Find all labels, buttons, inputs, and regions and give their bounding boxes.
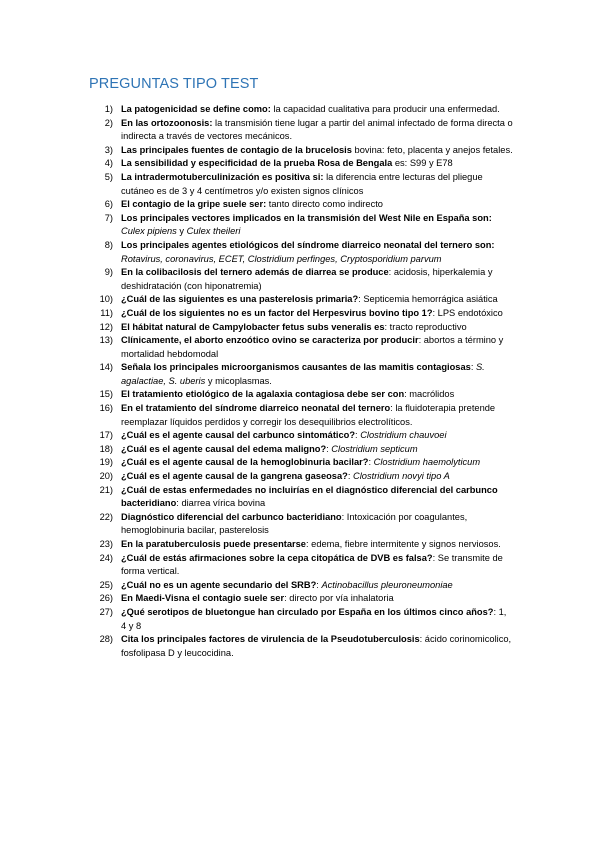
question-text: Cita los principales factores de virulencia de la Pseudotuberculosis [121,634,420,645]
question-item [93,552,513,579]
answer-text: la capacidad cualitativa para producir una enfermedad. [270,104,500,114]
page-title: PREGUNTAS TIPO TEST [89,76,259,92]
answer-text: : [355,430,361,441]
question-item [93,470,513,484]
answer-text: : [368,457,374,468]
question-number: 1) [104,104,113,114]
question-item [93,293,513,307]
question-number: 18) [99,443,113,454]
question-text: ¿Cuál es el agente causal de la hemoglobinuria bacilar? [121,457,369,468]
question-text: Las principales fuentes de contagio de la brucelosis [121,144,352,155]
question-item [93,103,513,117]
question-number: 27) [99,606,113,617]
answer-text: : [326,443,332,454]
question-number: 26) [99,593,113,604]
question-text: En Maedi-Visna el contagio suele ser [121,593,285,604]
question-text: La patogenicidad se define como: [121,104,271,114]
answer-text: : [470,362,476,373]
question-text: Los principales vectores implicados en la transmisión del West Nile en España son: [121,212,492,223]
answer-text: la diferencia entre lecturas del pliegue cutáneo es de 3 y 4 centímetros y/o existen signos clínicos [121,171,483,196]
question-item [93,429,513,443]
answer-text: : edema, fiebre intermitente y signos nerviosos. [305,539,501,549]
question-number: 9) [104,267,113,278]
question-item [93,144,513,158]
question-item [93,321,513,335]
answer-text: y micoplasmas. [205,375,272,386]
question-item [93,334,513,361]
question-item [93,361,513,388]
question-text: En el tratamiento del síndrome diarreico neonatal del ternero [121,403,391,414]
answer-italic-text: Culex pipiens [121,226,177,237]
answer-text: : 1, 4 y 8 [121,606,507,631]
question-number: 19) [99,457,113,468]
question-text: En la colibacilosis del ternero además de diarrea se produce [121,267,389,278]
question-text: En las ortozoonosis: [121,117,213,128]
question-text: En la paratuberculosis puede presentarse [121,539,306,549]
question-text: El contagio de la gripe suele ser: [121,199,267,210]
question-number: 15) [99,389,113,400]
answer-italic-text: Clostridium chauvoei [360,430,447,441]
question-item [93,171,513,198]
question-number: 5) [104,171,113,182]
answer-text: : Se transmite de forma vertical. [121,552,503,577]
question-text: ¿Cuál no es un agente secundario del SRB? [121,579,317,590]
question-number: 23) [99,539,113,549]
question-text: ¿Cuál de los siguientes no es un factor del Herpesvirus bovino tipo 1? [121,307,433,318]
answer-text: y [176,226,187,237]
question-number: 3) [104,144,113,155]
question-text: El hábitat natural de Campylobacter fetus subs veneralis es [121,321,385,332]
question-item [93,456,513,470]
answer-text: : Septicemia hemorrágica asiática [358,294,498,305]
question-number: 13) [99,335,113,346]
question-item [93,266,513,293]
answer-italic-text: S. agalactiae, S. uberis [121,362,485,386]
question-number: 20) [99,471,113,482]
question-item [93,633,513,660]
question-text: ¿Cuál es el agente causal de la gangrena gaseosa? [121,471,348,482]
answer-text: : directo por vía inhalatoria [284,593,394,604]
answer-italic-text: Rotavirus, coronavirus, ECET, Clostridium perfinges, Cryptosporidium parvum [121,253,442,264]
answer-text: : ácido corinomicolico, fosfolipasa D y leucocidina. [121,634,512,658]
question-text: ¿Cuál de estás afirmaciones sobre la cepa citopática de DVB es falsa? [121,552,433,563]
answer-text: : LPS endotóxico [432,307,503,318]
answer-italic-text: Clostridium septicum [331,443,418,454]
question-number: 28) [99,634,113,645]
question-number: 11) [100,307,113,318]
question-text: ¿Qué serotipos de bluetongue han circulado por España en los últimos cinco años? [121,606,494,617]
question-item [93,511,513,538]
question-number: 16) [99,403,113,414]
question-number: 2) [104,117,113,128]
question-text: El tratamiento etiológico de la agalaxia contagiosa debe ser con [121,389,405,400]
question-item [93,443,513,457]
question-number: 24) [99,552,113,563]
question-number: 21) [99,484,113,495]
question-item [93,592,513,606]
question-number: 10) [99,294,113,305]
question-item [93,117,513,144]
answer-text: bovina: feto, placenta y anejos fetales. [351,144,513,155]
question-item [93,388,513,402]
question-number: 4) [104,158,113,169]
question-text: Señala los principales microorganismos causantes de las mamitis contagiosas [121,362,471,373]
question-item [93,239,513,266]
question-number: 14) [99,362,113,373]
question-text: ¿Cuál de las siguientes es una pasterelosis primaria? [121,294,359,305]
question-item [93,307,513,321]
question-text: Clínicamente, el aborto enzoótico ovino se caracteriza por producir [121,335,419,346]
question-number: 8) [104,239,113,250]
answer-text: : acidosis, hiperkalemia y deshidratación (con hiponatremia) [121,267,493,291]
question-number: 6) [104,199,113,210]
question-text: ¿Cuál es el agente causal del edema maligno? [121,443,327,454]
answer-text: : diarrea vírica bovina [176,498,266,509]
question-text: Diagnóstico diferencial del carbunco bacteridiano [121,511,342,522]
answer-italic-text: Actinobacillus pleuroneumoniae [321,579,453,590]
question-list [93,103,513,660]
answer-text: : macrólidos [404,389,455,400]
question-text: La intradermotuberculinización es positiva si: [121,171,324,182]
question-item [93,212,513,239]
answer-text: : tracto reproductivo [384,321,467,332]
question-text: ¿Cuál de estas enfermedades no incluirías en el diagnóstico diferencial del carbunco bacteridiano [121,484,498,509]
question-number: 12) [99,321,113,332]
answer-text: la transmisión tiene lugar a partir del animal infectado de forma directa o indirecta a través de vectores mecánicos. [121,117,513,142]
answer-italic-text: Clostridium haemolyticum [373,457,481,468]
question-item [93,157,513,171]
question-number: 17) [99,430,113,441]
answer-italic-text: Culex theileri [186,226,241,237]
question-item [93,606,513,633]
question-item [93,579,513,593]
answer-text: : [316,579,322,590]
question-text: La sensibilidad y especificidad de la prueba Rosa de Bengala [121,158,393,169]
question-item [93,538,513,552]
answer-text: : la fluidoterapia pretende reemplazar líquidos perdidos y corregir los desequilibrios electrolíticos. [121,403,496,427]
answer-italic-text: Clostridium novyi tipo A [353,471,450,482]
question-number: 25) [99,579,113,590]
question-number: 22) [99,511,113,522]
answer-text: : Intoxicación por coagulantes, hemoglobinuria bacilar, pasterelosis [121,511,468,536]
question-item [93,402,513,429]
answer-text: : [347,471,354,482]
question-item [93,484,513,511]
question-text: ¿Cuál es el agente causal del carbunco sintomático? [121,430,356,441]
question-number: 7) [104,212,113,223]
question-text: Los principales agentes etiológicos del síndrome diarreico neonatal del ternero son: [121,239,495,250]
answer-text: : abortos a término y mortalidad hebdomodal [121,335,504,359]
answer-text: tanto directo como indirecto [266,199,383,210]
question-item [93,198,513,212]
answer-text: es: S99 y E78 [392,158,453,169]
